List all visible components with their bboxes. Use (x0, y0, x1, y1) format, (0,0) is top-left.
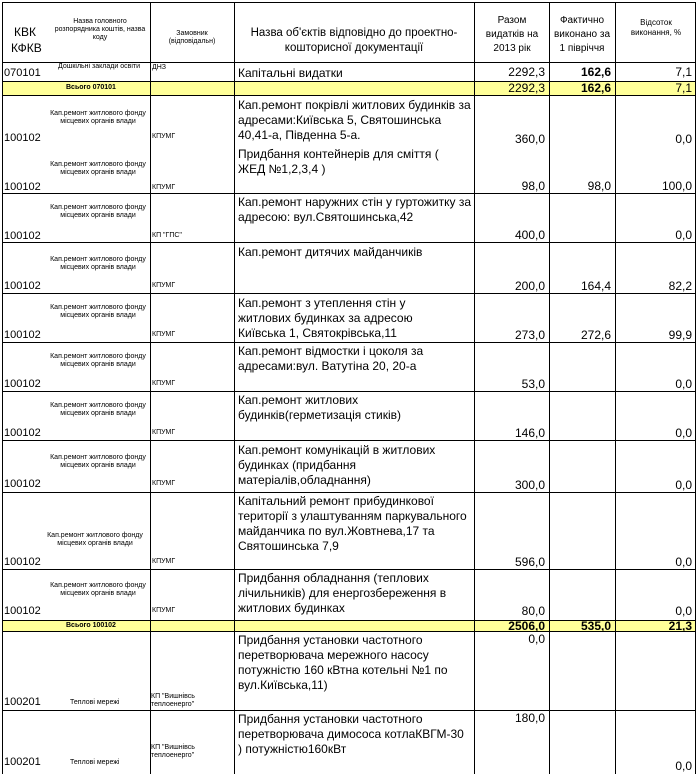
row-actual: 164,4 (580, 279, 611, 293)
row-actual: 272,6 (580, 328, 611, 342)
grid-line (474, 2, 475, 774)
subtotal-total: 2506,0 (508, 619, 545, 633)
row-code: 100102 (4, 280, 41, 292)
subtotal-total: 2292,3 (508, 81, 545, 95)
subtotal-label: Всього 070101 (66, 84, 116, 91)
grid-line (2, 242, 696, 243)
grid-line (2, 95, 696, 96)
row-customer: КПУМГ (152, 380, 176, 387)
row-customer: КП "Вишнівсь теплоенерго" (151, 693, 195, 708)
row-object: Кап.ремонт дитячих майданчиків (238, 245, 423, 259)
row-manager: Кап.ремонт житлового фонду місцевих органів влади (50, 161, 146, 176)
grid-line (2, 391, 696, 392)
row-manager: Теплові мережі (70, 759, 120, 766)
grid-line (2, 710, 696, 711)
row-object: Придбання установки частотного перетворювача мережного насосу потужністю 160 кВтна котельні №1 по вул.Київська,11) (238, 633, 448, 692)
grid-line (2, 2, 3, 774)
row-code: 100102 (4, 427, 41, 439)
grid-line (150, 2, 151, 774)
row-total: 273,0 (514, 328, 545, 342)
row-customer: КП "Вишнівсь теплоенерго" (151, 744, 195, 759)
row-percent: 0,0 (675, 604, 692, 618)
row-total: 0,0 (528, 632, 545, 646)
grid-line (2, 440, 696, 441)
row-code: 100102 (4, 605, 41, 617)
row-code: 100201 (4, 756, 41, 768)
row-manager: Кап.ремонт житлового фонду місцевих органів влади (50, 582, 146, 597)
row-object: Кап.ремонт з утеплення стін у житлових будинках за адресою Київська 1, Святокрівська,11 (238, 296, 413, 340)
row-code: 100102 (4, 230, 41, 242)
row-customer: КПУМГ (152, 429, 176, 436)
row-customer: КПУМГ (152, 480, 176, 487)
header-percent: Відсоток виконання, % (630, 18, 682, 37)
subtotal-actual: 162,6 (580, 81, 611, 95)
grid-line (2, 293, 696, 294)
row-code: 100102 (4, 329, 41, 341)
header-total: Разом видатків на 2013 рік (485, 15, 539, 54)
row-total: 200,0 (514, 279, 545, 293)
row-manager: Кап.ремонт житлового фонду місцевих органів влади (50, 256, 146, 271)
grid-line (2, 569, 696, 570)
row-percent: 0,0 (675, 555, 692, 569)
row-manager: Кап.ремонт житлового фонду місцевих органів влади (47, 532, 143, 547)
row-customer: КПУМГ (152, 133, 176, 140)
row-total: 180,0 (514, 711, 545, 725)
row-code: 100102 (4, 378, 41, 390)
row-total: 2292,3 (508, 65, 545, 79)
header-manager: Назва головного розпорядника коштів, назва коду (54, 18, 146, 41)
row-total: 80,0 (521, 604, 545, 618)
row-percent: 82,2 (668, 279, 692, 293)
header-customer: Замовник (відповідальн) (168, 30, 216, 45)
row-percent: 100,0 (661, 179, 692, 193)
row-manager: Кап.ремонт житлового фонду місцевих органів влади (50, 204, 146, 219)
grid-line (2, 193, 696, 194)
row-customer: КПУМГ (152, 607, 176, 614)
row-total: 360,0 (514, 132, 545, 146)
row-object: Придбання установки частотного перетворювача димососа котлаКВГМ-30 ) потужністю160кВт (238, 712, 464, 756)
subtotal-percent: 21,3 (668, 619, 692, 633)
row-code: 100102 (4, 181, 41, 193)
grid-line (2, 2, 696, 3)
header-actual: Фактично виконано за 1 півріччя (553, 15, 611, 54)
row-customer: ДНЗ (152, 64, 167, 71)
row-total: 146,0 (514, 426, 545, 440)
row-manager: Кап.ремонт житлового фонду місцевих органів влади (50, 304, 146, 319)
row-customer: КП "ГПС" (152, 232, 182, 239)
grid-line (2, 492, 696, 493)
row-actual: 98,0 (587, 179, 611, 193)
grid-line (549, 2, 550, 774)
row-manager: Дошкільні заклади освіти (58, 63, 140, 70)
row-percent: 0,0 (675, 377, 692, 391)
row-manager: Теплові мережі (70, 699, 120, 706)
row-manager: Кап.ремонт житлового фонду місцевих органів влади (50, 353, 146, 368)
row-object: Кап.ремонт покрівлі житлових будинків за адресами:Київська 5, Святошинська 40,41-а, Південна 5-а. (238, 98, 471, 142)
row-percent: 7,1 (675, 65, 692, 79)
row-object: Кап.ремонт житлових будинків(герметизація стиків) (238, 393, 402, 422)
row-percent: 0,0 (675, 132, 692, 146)
row-code: 100201 (4, 696, 41, 708)
row-total: 300,0 (514, 478, 545, 492)
row-percent: 99,9 (668, 328, 692, 342)
row-customer: КПУМГ (152, 282, 176, 289)
subtotal-actual: 535,0 (580, 619, 611, 633)
row-percent: 0,0 (675, 478, 692, 492)
row-code: 100102 (4, 478, 41, 490)
row-manager: Кап.ремонт житлового фонду місцевих органів влади (50, 454, 146, 469)
row-manager: Кап.ремонт житлового фонду місцевих органів влади (50, 110, 146, 125)
grid-line (234, 2, 235, 774)
grid-line (615, 2, 616, 774)
row-percent: 0,0 (675, 759, 692, 773)
row-object: Придбання контейнерів для сміття ( ЖЕД №1,2,3,4 ) (238, 147, 439, 176)
row-total: 53,0 (521, 377, 545, 391)
row-total: 98,0 (521, 179, 545, 193)
row-code: 100102 (4, 132, 41, 144)
row-object: Придбання обладнання (теплових лічильників) для енергозбереження в житлових будинках (238, 571, 447, 615)
row-customer: КПУМГ (152, 558, 176, 565)
grid-line (695, 2, 696, 774)
row-object: Кап.ремонт відмостки і цоколя за адресами:вул. Ватутіна 20, 20-а (238, 344, 424, 373)
row-customer: КПУМГ (152, 331, 176, 338)
row-code: 100102 (4, 556, 41, 568)
header-kfkv: КФКВ (11, 41, 42, 55)
row-total: 596,0 (514, 555, 545, 569)
row-manager: Кап.ремонт житлового фонду місцевих органів влади (50, 402, 146, 417)
row-code: 070101 (4, 67, 41, 79)
row-actual: 162,6 (580, 65, 611, 79)
grid-line (2, 342, 696, 343)
row-customer: КПУМГ (152, 184, 176, 191)
row-object: Капітальний ремонт прибудинкової території з улаштуванням паркувального майданчика по вул.Жовтнева,17 та Святошинська 7,9 (238, 494, 467, 553)
row-object: Кап.ремонт комунікацій в житлових будинках (придбання матеріалів,обладнання) (238, 443, 436, 487)
subtotal-label: Всього 100102 (66, 622, 116, 629)
header-kvk: КВК (14, 25, 36, 39)
row-object: Кап.ремонт наружних стін у гуртожитку за адресою: вул.Святошинська,42 (238, 195, 472, 224)
row-object: Капітальні видатки (238, 66, 343, 80)
subtotal-percent: 7,1 (675, 81, 692, 95)
row-total: 400,0 (514, 228, 545, 242)
header-objects: Назва об'єктів відповідно до проектно-кошторисної документації (250, 27, 458, 54)
row-percent: 0,0 (675, 228, 692, 242)
row-percent: 0,0 (675, 426, 692, 440)
